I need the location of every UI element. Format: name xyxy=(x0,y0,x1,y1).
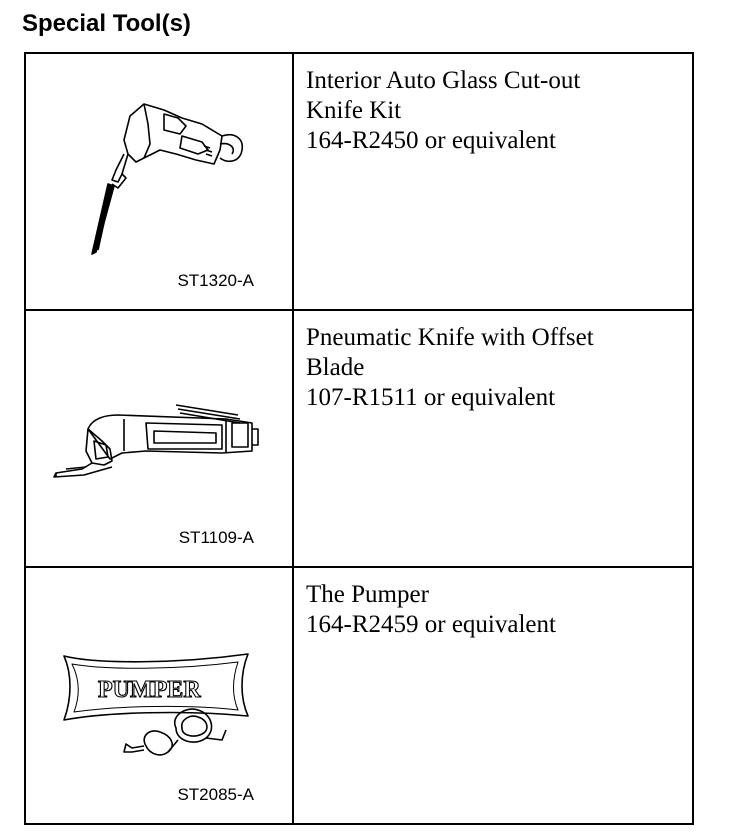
tool-name-line: Knife Kit xyxy=(306,97,402,124)
tool-description-cell xyxy=(293,53,693,310)
tool-name-line: Interior Auto Glass Cut-out xyxy=(306,67,581,94)
tool-row-cutout-knife xyxy=(25,53,693,310)
tool-part-number: 107-R1511 or equivalent xyxy=(306,384,556,411)
tool-image-cell xyxy=(25,567,293,824)
special-tools-table xyxy=(24,52,694,825)
tool-description-cell xyxy=(293,310,693,567)
tool-image-cell xyxy=(25,310,293,567)
tool-part-number: 164-R2450 or equivalent xyxy=(306,127,556,154)
tool-part-number: 164-R2459 or equivalent xyxy=(306,611,556,638)
tool-name-line: Pneumatic Knife with Offset xyxy=(306,324,594,351)
tool-description-cell xyxy=(293,567,693,824)
tool-code: ST2085-A xyxy=(177,785,254,804)
tool-row-pumper xyxy=(25,567,693,824)
section-title: Special Tool(s) xyxy=(22,10,191,37)
tool-image-cell xyxy=(25,53,293,310)
tool-code: ST1320-A xyxy=(177,271,254,290)
tool-row-pneumatic-knife xyxy=(25,310,693,567)
tool-code: ST1109-A xyxy=(178,528,254,547)
tool-name-line: The Pumper xyxy=(306,581,429,608)
pumper-label: PUMPER xyxy=(98,677,201,703)
tool-name-line: Blade xyxy=(306,354,365,381)
